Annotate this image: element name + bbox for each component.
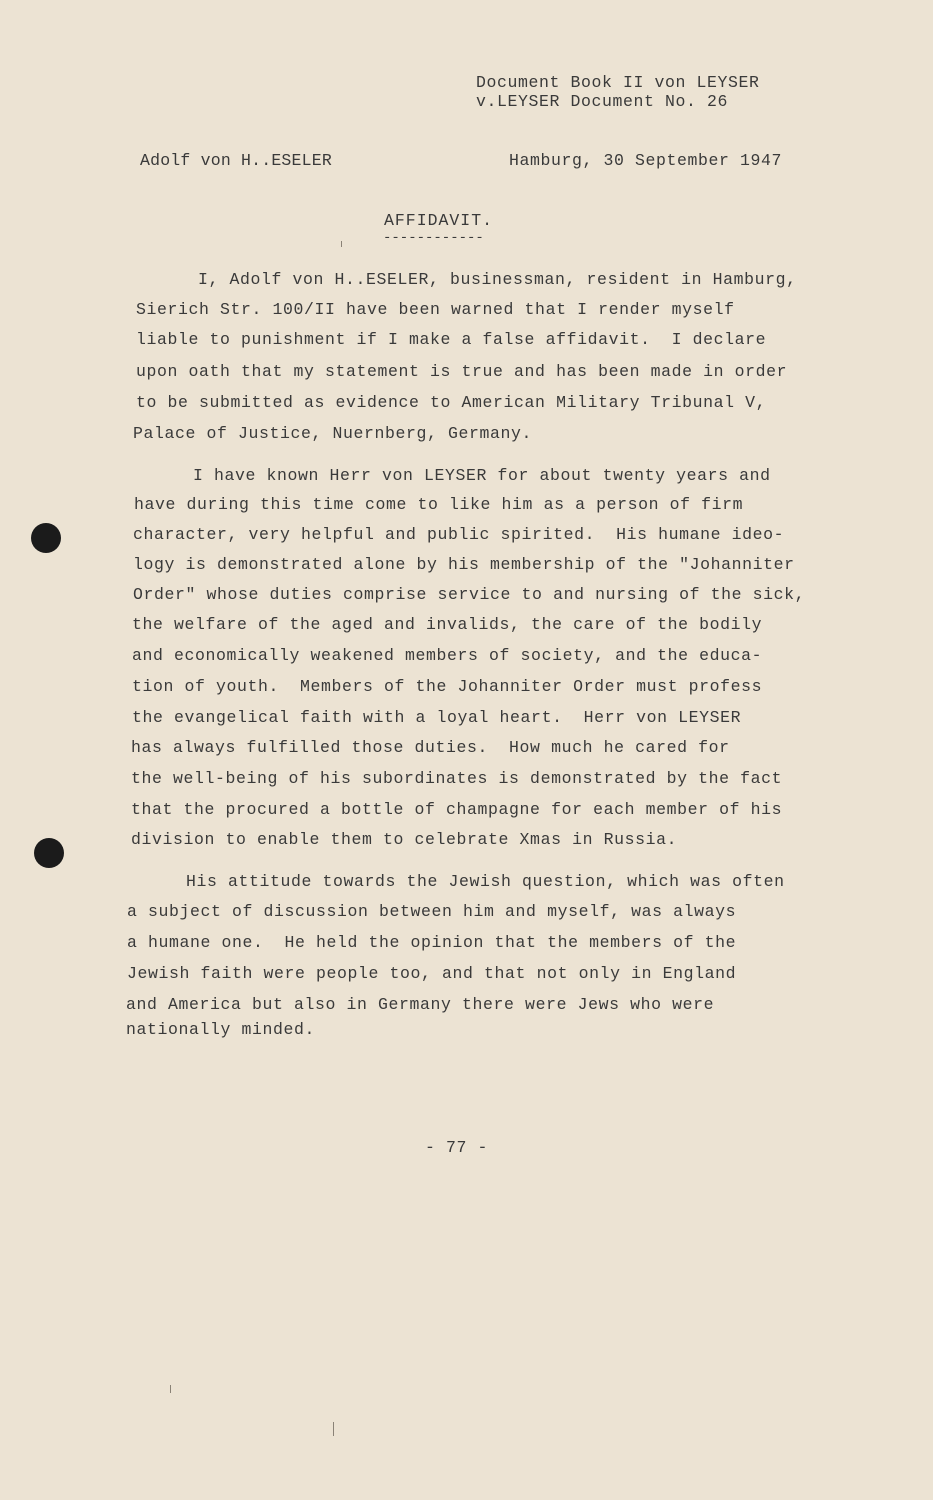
paragraph-2-line-2: have during this time come to like him as a person of firm [134,495,744,514]
document-number-line: v.LEYSER Document No. 26 [476,92,729,111]
paragraph-1-line-4: upon oath that my statement is true and has been made in order [136,362,788,381]
paragraph-2-line-11: the well-being of his subordinates is demonstrated by the fact [131,769,783,788]
paragraph-2-line-13: division to enable them to celebrate Xmas in Russia. [131,830,678,849]
title-underline: ------------ [383,230,484,246]
paragraph-3-line-4: Jewish faith were people too, and that not only in England [127,964,737,983]
paragraph-2-line-3: character, very helpful and public spirited. His humane ideo- [133,525,785,544]
stray-mark [341,241,342,247]
page-number: - 77 - [425,1138,489,1157]
punch-hole-upper [31,523,61,553]
stray-mark [333,1422,334,1436]
paragraph-2-line-6: the welfare of the aged and invalids, the care of the bodily [132,615,763,634]
paragraph-2-line-1: I have known Herr von LEYSER for about twenty years and [193,466,771,485]
paragraph-1-line-5: to be submitted as evidence to American Military Tribunal V, [136,393,767,412]
paragraph-1-line-2: Sierich Str. 100/II have been warned that I render myself [136,300,735,319]
place-date: Hamburg, 30 September 1947 [509,151,783,170]
paragraph-2-line-12: that the procured a bottle of champagne for each member of his [131,800,783,819]
paragraph-1-line-3: liable to punishment if I make a false affidavit. I declare [136,330,767,349]
paragraph-2-line-9: the evangelical faith with a loyal heart. Herr von LEYSER [132,708,742,727]
paragraph-3-line-1: His attitude towards the Jewish question, which was often [186,872,785,891]
paragraph-2-line-10: has always fulfilled those duties. How much he cared for [131,738,730,757]
paragraph-2-line-5: Order" whose duties comprise service to and nursing of the sick, [133,585,806,604]
punch-hole-lower [34,838,64,868]
paragraph-3-line-2: a subject of discussion between him and myself, was always [127,902,737,921]
stray-mark [170,1385,171,1393]
paragraph-3-line-6: nationally minded. [126,1020,316,1039]
document-title: AFFIDAVIT. [384,211,494,230]
paragraph-3-line-3: a humane one. He held the opinion that the members of the [127,933,737,952]
paragraph-2-line-4: logy is demonstrated alone by his membership of the "Johanniter [133,555,795,574]
paragraph-1-line-6: Palace of Justice, Nuernberg, Germany. [133,424,533,443]
author-name: Adolf von H..ESELER [140,151,332,170]
paragraph-2-line-8: tion of youth. Members of the Johanniter Order must profess [132,677,763,696]
paragraph-3-line-5: and America but also in Germany there were Jews who were [126,995,715,1014]
paragraph-2-line-7: and economically weakened members of society, and the educa- [132,646,763,665]
paragraph-1-line-1: I, Adolf von H..ESELER, businessman, resident in Hamburg, [198,270,797,289]
document-book-line: Document Book II von LEYSER [476,73,760,92]
